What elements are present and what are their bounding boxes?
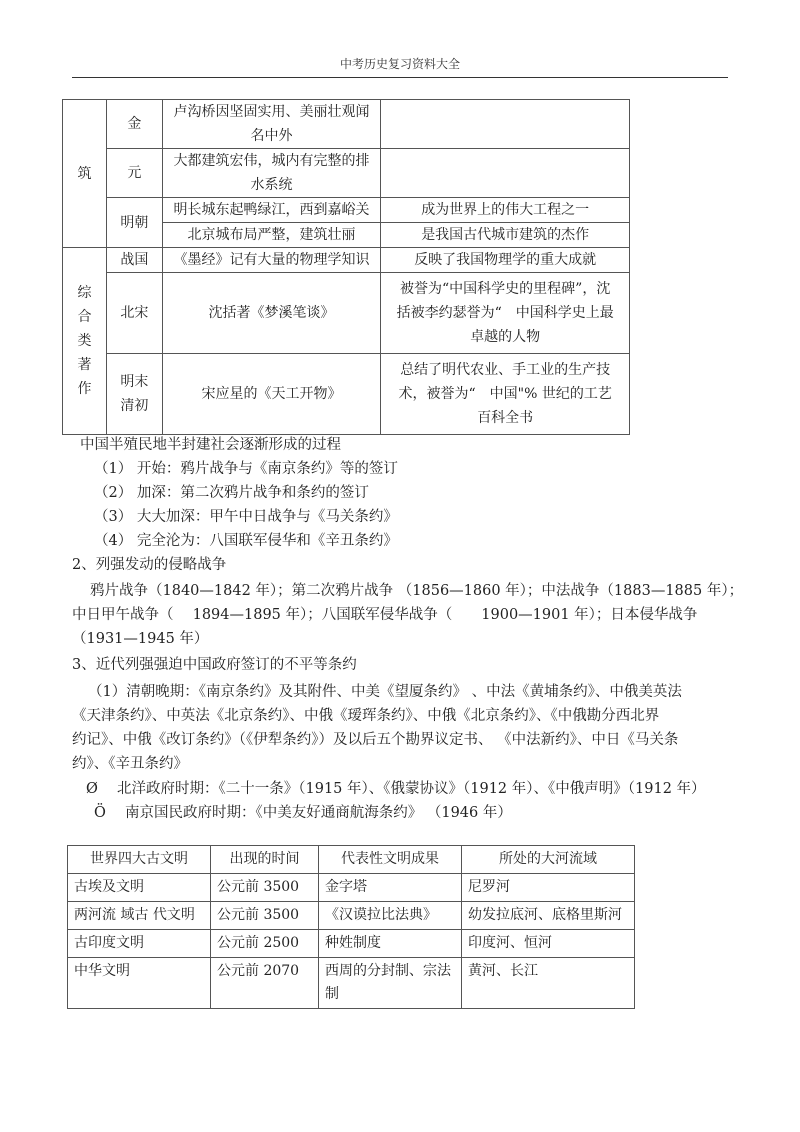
table-cell: 种姓制度 [319, 930, 462, 958]
dynasty-cell: 明末清初 [107, 354, 163, 435]
table-cell: 公元前 2070 [211, 958, 319, 1009]
description-cell: 大都建筑宏伟，城内有完整的排水系统 [162, 149, 381, 198]
process-item: （2） 加深：第二次鸦片战争和条约的签订 [94, 485, 369, 501]
dynasty-cell: 金 [107, 100, 163, 149]
treaties-line: （1）清朝晚期：《南京条约》及其附件、中美《望厦条约》 、中法《黄埔条约》、中俄美英法 [88, 684, 682, 700]
wars-line: （1931—1945 年） [72, 631, 209, 647]
table-row [63, 354, 630, 435]
civilizations-table [67, 845, 635, 1009]
column-header: 世界四大古文明 [68, 846, 211, 874]
table-cell: 《汉谟拉比法典》 [319, 902, 462, 930]
table-row [63, 273, 630, 354]
table-row [68, 930, 635, 958]
evaluation-cell: 是我国古代城市建筑的杰作 [381, 223, 630, 248]
category-char: 合 [77, 309, 92, 325]
evaluation-cell: 总结了明代农业、手工业的生产技术，被誉为“ 中国"% 世纪的工艺百科全书 [381, 354, 630, 435]
table-row [63, 149, 630, 198]
table-cell: 中华文明 [68, 958, 211, 1009]
page-header: 中考历史复习资料大全 [339, 57, 460, 71]
dynasty-cell: 战国 [107, 248, 163, 273]
category-char: 著 [77, 357, 92, 373]
table-cell: 金字塔 [319, 874, 462, 902]
table-cell: 两河流 域古 代文明 [68, 902, 211, 930]
description-cell: 《墨经》记有大量的物理学知识 [162, 248, 381, 273]
table-cell: 幼发拉底河、底格里斯河 [462, 902, 635, 930]
process-title: 中国半殖民地半封建社会逐渐形成的过程 [80, 437, 341, 453]
process-item: （1） 开始：鸦片战争与《南京条约》等的签订 [94, 461, 398, 477]
evaluation-cell: 被誉为“中国科学史的里程碑”，沈括被李约瑟誉为“ 中国科学史上最卓越的人物 [381, 273, 630, 354]
treaties-line: Ö 南京国民政府时期：《中美友好通商航海条约》 （1946 年） [94, 805, 512, 821]
process-item: （4） 完全沦为：八国联军侵华和《辛丑条约》 [94, 533, 398, 549]
evaluation-cell [381, 149, 630, 198]
table-row [63, 100, 630, 149]
category-char: 综 [77, 285, 92, 301]
description-cell: 明长城东起鸭绿江，西到嘉峪关 [162, 198, 381, 223]
description-cell: 宋应星的《天工开物》 [162, 354, 381, 435]
wars-line: 鸦片战争（1840—1842 年）；第二次鸦片战争 （1856—1860 年）；中法战争（1883—1885 年）； [90, 583, 744, 599]
category-works [63, 248, 107, 435]
evaluation-cell [381, 100, 630, 149]
column-header: 出现的时间 [211, 846, 319, 874]
treaties-line: 约》、《辛丑条约》 [72, 756, 188, 772]
table-cell: 黄河、长江 [462, 958, 635, 1009]
table-cell: 公元前 2500 [211, 930, 319, 958]
category-char: 作 [77, 381, 92, 397]
treaties-line: 约记》、中俄《改订条约》（《伊犁条约》）及以后五个勘界议定书、 《中法新约》、中日《马关条 [72, 732, 679, 748]
treaties-line: 《天津条约》、中英法《北京条约》、中俄《瑷珲条约》、中俄《北京条约》、《中俄勘分西北界 [72, 708, 660, 724]
table-cell: 古埃及文明 [68, 874, 211, 902]
table-row [68, 958, 635, 1009]
treaties-heading: 3、近代列强强迫中国政府签订的不平等条约 [72, 657, 357, 673]
category-char: 类 [77, 333, 92, 349]
category-architecture: 筑 [63, 100, 107, 248]
evaluation-cell: 成为世界上的伟大工程之一 [381, 198, 630, 223]
table-row [63, 198, 630, 223]
culture-table [62, 99, 630, 435]
dynasty-cell: 元 [107, 149, 163, 198]
table-cell: 公元前 3500 [211, 874, 319, 902]
table-cell: 西周的分封制、宗法制 [319, 958, 462, 1009]
treaties-line: Ø 北洋政府时期：《二十一条》（1915 年）、《俄蒙协议》（1912 年）、《中俄声明》（1912 年） [86, 781, 706, 797]
column-header: 代表性文明成果 [319, 846, 462, 874]
description-cell: 北京城布局严整，建筑壮丽 [162, 223, 381, 248]
dynasty-cell: 明朝 [107, 198, 163, 248]
description-cell: 沈括著《梦溪笔谈》 [162, 273, 381, 354]
table-row [68, 902, 635, 930]
wars-line: 中日甲午战争（ 1894—1895 年）；八国联军侵华战争（ 1900—1901 年）；日本侵华战争 [72, 607, 698, 623]
wars-heading: 2、列强发动的侵略战争 [72, 557, 227, 573]
column-header: 所处的大河流域 [462, 846, 635, 874]
evaluation-cell: 反映了我国物理学的重大成就 [381, 248, 630, 273]
process-item: （3） 大大加深：甲午中日战争与《马关条约》 [94, 509, 398, 525]
table-row [63, 248, 630, 273]
table-cell: 印度河、恒河 [462, 930, 635, 958]
table-header-row [68, 846, 635, 874]
dynasty-cell: 北宋 [107, 273, 163, 354]
description-cell: 卢沟桥因坚固实用、美丽壮观闻名中外 [162, 100, 381, 149]
table-cell: 尼罗河 [462, 874, 635, 902]
table-cell: 公元前 3500 [211, 902, 319, 930]
table-row [68, 874, 635, 902]
header-rule [72, 77, 728, 78]
table-cell: 古印度文明 [68, 930, 211, 958]
